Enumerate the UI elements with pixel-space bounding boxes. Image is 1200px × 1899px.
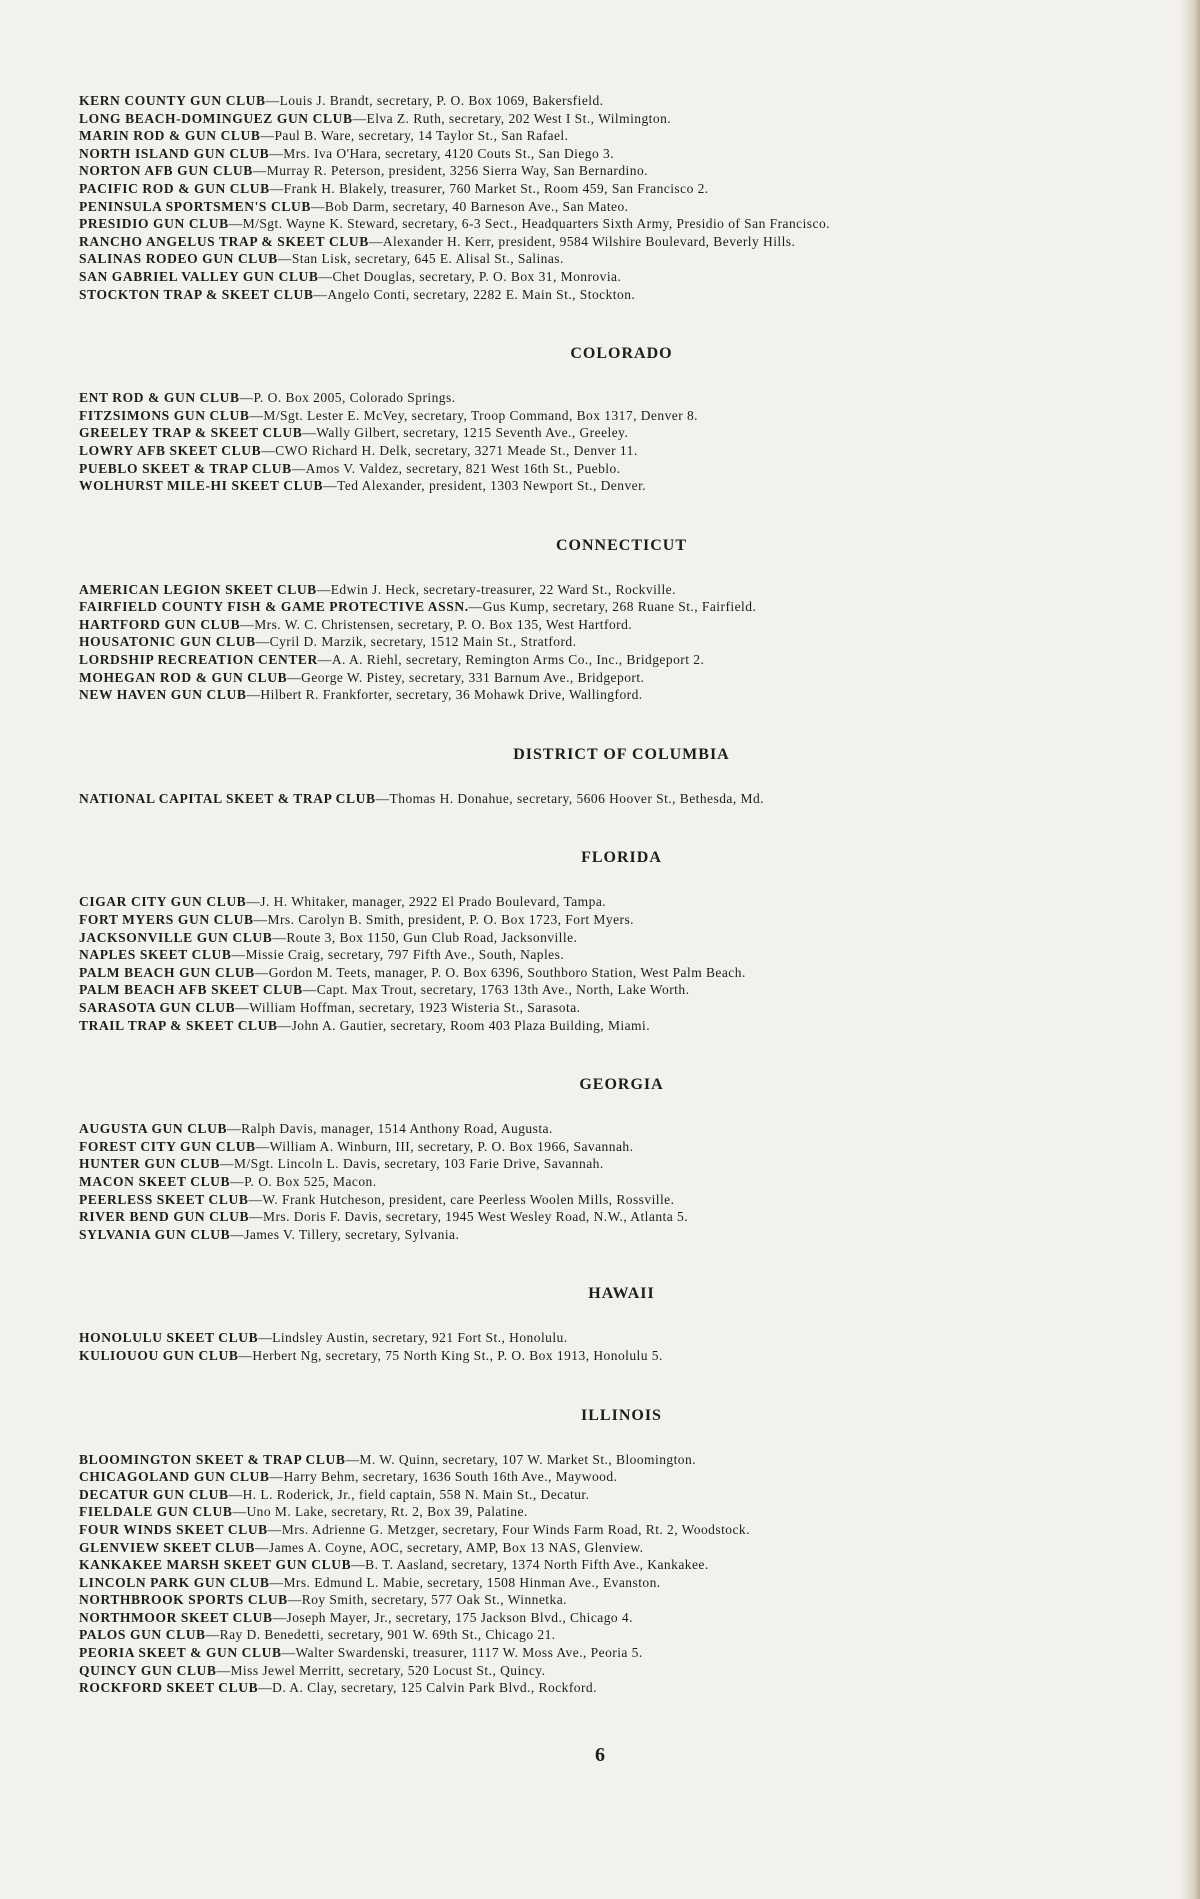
club-details: Harry Behm, secretary, 1636 South 16th Ave., Maywood. xyxy=(283,1469,618,1485)
em-dash-separator: — xyxy=(261,442,276,458)
club-entry xyxy=(79,407,1164,425)
club-name: MARIN ROD & GUN CLUB xyxy=(79,128,261,144)
em-dash-separator: — xyxy=(281,1645,296,1661)
em-dash-separator: — xyxy=(287,1592,302,1608)
club-entry xyxy=(79,286,1164,304)
club-entry xyxy=(79,1173,1164,1191)
club-entry xyxy=(79,633,1164,651)
club-name: PUEBLO SKEET & TRAP CLUB xyxy=(79,460,292,476)
club-details: Stan Lisk, secretary, 645 E. Alisal St., Salinas. xyxy=(291,251,564,267)
state-heading: COLORADO xyxy=(570,345,673,363)
em-dash-separator: — xyxy=(205,1627,220,1643)
club-entry xyxy=(79,1138,1164,1156)
club-name: FOREST CITY GUN CLUB xyxy=(79,1138,256,1154)
club-name: RANCHO ANGELUS TRAP & SKEET CLUB xyxy=(79,233,369,249)
club-details: W. Frank Hutcheson, president, care Peerless Woolen Mills, Rossville. xyxy=(262,1191,675,1207)
state-section xyxy=(79,92,1164,303)
club-details: Chet Douglas, secretary, P. O. Box 31, Monrovia. xyxy=(332,268,622,284)
club-name: LORDSHIP RECREATION CENTER xyxy=(79,652,318,668)
em-dash-separator: — xyxy=(345,1451,360,1467)
club-details: Wally Gilbert, secretary, 1215 Seventh Ave., Greeley. xyxy=(316,425,629,441)
club-entry xyxy=(79,127,1164,145)
club-name: NEW HAVEN GUN CLUB xyxy=(79,687,247,703)
em-dash-separator: — xyxy=(238,1347,253,1363)
club-entry xyxy=(79,686,1164,704)
club-entry xyxy=(79,790,1164,808)
club-name: FOUR WINDS SKEET CLUB xyxy=(79,1521,268,1537)
club-entry xyxy=(79,1539,1164,1557)
em-dash-separator: — xyxy=(272,929,287,945)
club-name: SARASOTA GUN CLUB xyxy=(79,1000,236,1015)
club-details: Roy Smith, secretary, 577 Oak St., Winnetka. xyxy=(301,1592,567,1608)
club-name: CHICAGOLAND GUN CLUB xyxy=(79,1469,270,1485)
club-entry xyxy=(79,1679,1164,1697)
club-details: Lindsley Austin, secretary, 921 Fort St., Honolulu. xyxy=(272,1330,568,1346)
club-entry xyxy=(79,1626,1164,1644)
club-name: TRAIL TRAP & SKEET CLUB xyxy=(79,1017,278,1033)
club-name: AUGUSTA GUN CLUB xyxy=(79,1121,228,1137)
club-entry xyxy=(79,1155,1164,1173)
state-section xyxy=(79,495,1164,704)
club-entry xyxy=(79,1451,1164,1469)
em-dash-separator: — xyxy=(468,599,483,615)
em-dash-separator: — xyxy=(239,390,254,406)
club-details: P. O. Box 525, Macon. xyxy=(244,1173,377,1189)
club-details: Hilbert R. Frankforter, secretary, 36 Mohawk Drive, Wallingford. xyxy=(260,687,643,703)
club-details: M. W. Quinn, secretary, 107 W. Market St., Bloomington. xyxy=(359,1451,697,1467)
club-name: FORT MYERS GUN CLUB xyxy=(79,912,254,928)
em-dash-separator: — xyxy=(269,1574,284,1590)
em-dash-separator: — xyxy=(313,286,328,302)
club-details: Angelo Conti, secretary, 2282 E. Main St., Stockton. xyxy=(327,286,636,302)
club-entry xyxy=(79,598,1164,616)
club-details: Cyril D. Marzik, secretary, 1512 Main St., Stratford. xyxy=(269,634,577,650)
club-entry xyxy=(79,1556,1164,1574)
club-details: M/Sgt. Lincoln L. Davis, secretary, 103 Farie Drive, Savannah. xyxy=(233,1156,604,1172)
em-dash-separator: — xyxy=(269,145,284,161)
em-dash-separator: — xyxy=(228,1486,243,1502)
club-details: James V. Tillery, secretary, Sylvania. xyxy=(244,1226,460,1242)
club-entry xyxy=(79,999,1164,1017)
club-details: Gus Kump, secretary, 268 Ruane St., Fairfield. xyxy=(482,599,757,615)
club-name: SALINAS RODEO GUN CLUB xyxy=(79,251,278,267)
club-entry xyxy=(79,1609,1164,1627)
em-dash-separator: — xyxy=(254,1539,269,1555)
club-entry xyxy=(79,1486,1164,1504)
club-name: GLENVIEW SKEET CLUB xyxy=(79,1539,255,1555)
em-dash-separator: — xyxy=(287,669,302,685)
em-dash-separator: — xyxy=(310,198,325,214)
club-details: A. A. Riehl, secretary, Remington Arms Co., Inc., Bridgeport 2. xyxy=(331,652,705,668)
club-details: Route 3, Box 1150, Gun Club Road, Jacksonville. xyxy=(286,929,578,945)
club-entry xyxy=(79,477,1164,495)
club-details: Alexander H. Kerr, president, 9584 Wilshire Boulevard, Beverly Hills. xyxy=(382,233,796,249)
state-heading: DISTRICT OF COLUMBIA xyxy=(513,745,730,763)
club-entry xyxy=(79,1329,1164,1347)
club-name: DECATUR GUN CLUB xyxy=(79,1486,229,1502)
club-name: HARTFORD GUN CLUB xyxy=(79,616,241,632)
club-details: B. T. Aasland, secretary, 1374 North Fifth Ave., Kankakee. xyxy=(365,1557,709,1573)
club-name: PALM BEACH AFB SKEET CLUB xyxy=(79,982,303,998)
club-details: Ray D. Benedetti, secretary, 901 W. 69th St., Chicago 21. xyxy=(219,1627,556,1643)
club-entry xyxy=(79,893,1164,911)
club-details: William Hoffman, secretary, 1923 Wisteria St., Sarasota. xyxy=(249,1000,581,1015)
em-dash-separator: — xyxy=(260,128,275,144)
club-name: NATIONAL CAPITAL SKEET & TRAP CLUB xyxy=(79,790,376,806)
club-name: NORTHMOOR SKEET CLUB xyxy=(79,1609,273,1625)
club-entry xyxy=(79,669,1164,687)
club-entry xyxy=(79,911,1164,929)
em-dash-separator: — xyxy=(255,1138,270,1154)
club-details: John A. Gautier, secretary, Room 403 Plaza Building, Miami. xyxy=(291,1017,651,1033)
em-dash-separator: — xyxy=(375,790,390,806)
club-details: Mrs. Doris F. Davis, secretary, 1945 West Wesley Road, N.W., Atlanta 5. xyxy=(263,1209,689,1225)
club-entry xyxy=(79,616,1164,634)
state-heading: GEORGIA xyxy=(579,1076,664,1094)
club-name: FITZSIMONS GUN CLUB xyxy=(79,407,250,423)
club-name: SYLVANIA GUN CLUB xyxy=(79,1226,231,1242)
state-section xyxy=(79,704,1164,808)
club-name: JACKSONVILLE GUN CLUB xyxy=(79,929,273,945)
club-name: RIVER BEND GUN CLUB xyxy=(79,1209,250,1225)
club-name: LONG BEACH-DOMINGUEZ GUN CLUB xyxy=(79,110,353,126)
club-name: KULIOUOU GUN CLUB xyxy=(79,1347,239,1363)
club-entry xyxy=(79,1644,1164,1662)
club-entry xyxy=(79,1226,1164,1244)
club-entry xyxy=(79,460,1164,478)
em-dash-separator: — xyxy=(231,947,246,963)
club-name: PALM BEACH GUN CLUB xyxy=(79,964,255,980)
club-details: Mrs. Edmund L. Mabie, secretary, 1508 Hinman Ave., Evanston. xyxy=(283,1574,661,1590)
em-dash-separator: — xyxy=(240,616,255,632)
club-name: FIELDALE GUN CLUB xyxy=(79,1504,233,1520)
club-entry xyxy=(79,1574,1164,1592)
state-section xyxy=(79,807,1164,1034)
club-entry xyxy=(79,946,1164,964)
em-dash-separator: — xyxy=(253,912,268,928)
em-dash-separator: — xyxy=(351,1557,366,1573)
club-entry xyxy=(79,964,1164,982)
club-details: M/Sgt. Lester E. McVey, secretary, Troop Command, Box 1317, Denver 8. xyxy=(263,407,699,423)
em-dash-separator: — xyxy=(265,93,280,108)
club-details: Ralph Davis, manager, 1514 Anthony Road, Augusta. xyxy=(241,1121,553,1137)
em-dash-separator: — xyxy=(352,110,367,126)
club-details: Amos V. Valdez, secretary, 821 West 16th St., Pueblo. xyxy=(305,460,621,476)
club-name: NORTHBROOK SPORTS CLUB xyxy=(79,1592,288,1608)
club-details: Bob Darm, secretary, 40 Barneson Ave., San Mateo. xyxy=(324,198,629,214)
club-details: Mrs. Adrienne G. Metzger, secretary, Four Winds Farm Road, Rt. 2, Woodstock. xyxy=(281,1521,750,1537)
em-dash-separator: — xyxy=(258,1330,273,1346)
club-entry xyxy=(79,198,1164,216)
club-details: CWO Richard H. Delk, secretary, 3271 Meade St., Denver 11. xyxy=(275,442,638,458)
club-name: GREELEY TRAP & SKEET CLUB xyxy=(79,425,303,441)
club-name: NAPLES SKEET CLUB xyxy=(79,947,232,963)
state-section xyxy=(79,1243,1164,1364)
club-details: D. A. Clay, secretary, 125 Calvin Park Blvd., Rockford. xyxy=(272,1680,597,1696)
club-name: NORTH ISLAND GUN CLUB xyxy=(79,145,270,161)
club-name: AMERICAN LEGION SKEET CLUB xyxy=(79,581,317,597)
state-heading: ILLINOIS xyxy=(581,1406,662,1424)
club-name: LINCOLN PARK GUN CLUB xyxy=(79,1574,270,1590)
em-dash-separator: — xyxy=(235,1000,250,1015)
club-details: Uno M. Lake, secretary, Rt. 2, Box 39, Palatine. xyxy=(246,1504,528,1520)
em-dash-separator: — xyxy=(216,1662,231,1678)
club-name: QUINCY GUN CLUB xyxy=(79,1662,217,1678)
club-name: PACIFIC ROD & GUN CLUB xyxy=(79,180,270,196)
club-name: PEERLESS SKEET CLUB xyxy=(79,1191,249,1207)
club-entry xyxy=(79,215,1164,233)
club-details: Thomas H. Donahue, secretary, 5606 Hoover St., Bethesda, Md. xyxy=(389,790,764,806)
club-name: FAIRFIELD COUNTY FISH & GAME PROTECTIVE ASSN. xyxy=(79,599,469,615)
em-dash-separator: — xyxy=(249,1209,263,1225)
em-dash-separator: — xyxy=(316,581,331,597)
club-entry xyxy=(79,1591,1164,1609)
club-name: ROCKFORD SKEET CLUB xyxy=(79,1680,259,1696)
state-section xyxy=(79,303,1164,495)
club-name: PRESIDIO GUN CLUB xyxy=(79,216,229,232)
club-entry xyxy=(79,1191,1164,1209)
club-entry xyxy=(79,180,1164,198)
club-entry xyxy=(79,1208,1164,1226)
club-name: MOHEGAN ROD & GUN CLUB xyxy=(79,669,288,685)
club-entry xyxy=(79,268,1164,286)
club-name: PEORIA SKEET & GUN CLUB xyxy=(79,1645,282,1661)
club-entry xyxy=(79,389,1164,407)
em-dash-separator: — xyxy=(230,1173,245,1189)
state-heading: HAWAII xyxy=(588,1285,655,1303)
em-dash-separator: — xyxy=(258,1680,273,1696)
club-details: Walter Swardenski, treasurer, 1117 W. Moss Ave., Peoria 5. xyxy=(295,1645,643,1661)
club-entry xyxy=(79,250,1164,268)
club-entry xyxy=(79,424,1164,442)
club-details: Elva Z. Ruth, secretary, 202 West I St., Wilmington. xyxy=(366,110,672,126)
club-name: NORTON AFB GUN CLUB xyxy=(79,163,253,179)
em-dash-separator: — xyxy=(246,687,261,703)
state-section xyxy=(79,1034,1164,1243)
club-name: STOCKTON TRAP & SKEET CLUB xyxy=(79,286,314,302)
em-dash-separator: — xyxy=(291,460,306,476)
club-name: ENT ROD & GUN CLUB xyxy=(79,390,240,406)
em-dash-separator: — xyxy=(232,1504,247,1520)
club-entry xyxy=(79,929,1164,947)
em-dash-separator: — xyxy=(318,268,333,284)
club-details: Murray R. Peterson, president, 3256 Sierra Way, San Bernardino. xyxy=(266,163,648,179)
club-name: BLOOMINGTON SKEET & TRAP CLUB xyxy=(79,1451,346,1467)
em-dash-separator: — xyxy=(267,1521,282,1537)
club-details: George W. Pistey, secretary, 331 Barnum Ave., Bridgeport. xyxy=(301,669,645,685)
club-details: Frank H. Blakely, treasurer, 760 Market St., Room 459, San Francisco 2. xyxy=(283,180,709,196)
club-entry xyxy=(79,1468,1164,1486)
club-details: Herbert Ng, secretary, 75 North King St., P. O. Box 1913, Honolulu 5. xyxy=(252,1347,663,1363)
club-name: HUNTER GUN CLUB xyxy=(79,1156,221,1172)
club-name: HOUSATONIC GUN CLUB xyxy=(79,634,256,650)
club-entry xyxy=(79,1503,1164,1521)
club-entry xyxy=(79,233,1164,251)
em-dash-separator: — xyxy=(317,652,332,668)
em-dash-separator: — xyxy=(252,163,267,179)
club-entry xyxy=(79,1662,1164,1680)
page-number: 6 xyxy=(595,1744,605,1766)
club-details: Ted Alexander, president, 1303 Newport St., Denver. xyxy=(337,478,647,494)
club-details: Edwin J. Heck, secretary-treasurer, 22 Ward St., Rockville. xyxy=(330,581,676,597)
em-dash-separator: — xyxy=(272,1609,287,1625)
club-name: LOWRY AFB SKEET CLUB xyxy=(79,442,262,458)
club-details: Joseph Mayer, Jr., secretary, 175 Jackson Blvd., Chicago 4. xyxy=(286,1609,633,1625)
directory-page xyxy=(79,92,1164,1697)
club-name: HONOLULU SKEET CLUB xyxy=(79,1330,259,1346)
club-details: Capt. Max Trout, secretary, 1763 13th Ave., North, Lake Worth. xyxy=(316,982,690,998)
state-heading: CONNECTICUT xyxy=(555,536,687,554)
club-name: CIGAR CITY GUN CLUB xyxy=(79,894,247,910)
club-entry xyxy=(79,1120,1164,1138)
club-name: KERN COUNTY GUN CLUB xyxy=(79,93,266,108)
club-entry xyxy=(79,110,1164,128)
club-details: James A. Coyne, AOC, secretary, AMP, Box 13 NAS, Glenview. xyxy=(268,1539,644,1555)
club-details: Mrs. Carolyn B. Smith, president, P. O. Box 1723, Fort Myers. xyxy=(267,912,634,928)
club-entry xyxy=(79,442,1164,460)
em-dash-separator: — xyxy=(277,1017,292,1033)
club-details: J. H. Whitaker, manager, 2922 El Prado Boulevard, Tampa. xyxy=(260,894,607,910)
club-details: William A. Winburn, III, secretary, P. O. Box 1966, Savannah. xyxy=(269,1138,634,1154)
club-entry xyxy=(79,651,1164,669)
em-dash-separator: — xyxy=(220,1156,234,1172)
em-dash-separator: — xyxy=(323,478,338,494)
club-name: KANKAKEE MARSH SKEET GUN CLUB xyxy=(79,1557,352,1573)
club-entry xyxy=(79,1347,1164,1365)
club-entry xyxy=(79,981,1164,999)
em-dash-separator: — xyxy=(246,894,261,910)
em-dash-separator: — xyxy=(248,1191,263,1207)
em-dash-separator: — xyxy=(368,233,383,249)
em-dash-separator: — xyxy=(269,1469,284,1485)
club-name: PALOS GUN CLUB xyxy=(79,1627,206,1643)
em-dash-separator: — xyxy=(249,407,264,423)
club-entry xyxy=(79,162,1164,180)
club-details: Gordon M. Teets, manager, P. O. Box 6396, Southboro Station, West Palm Beach. xyxy=(268,964,746,980)
em-dash-separator: — xyxy=(302,982,317,998)
em-dash-separator: — xyxy=(228,216,243,232)
club-entry xyxy=(79,92,1164,110)
club-details: Mrs. Iva O'Hara, secretary, 4120 Couts St., San Diego 3. xyxy=(283,145,615,161)
club-details: H. L. Roderick, Jr., field captain, 558 N. Main St., Decatur. xyxy=(242,1486,590,1502)
club-details: P. O. Box 2005, Colorado Springs. xyxy=(253,390,456,406)
club-details: Missie Craig, secretary, 797 Fifth Ave., South, Naples. xyxy=(245,947,565,963)
club-details: Paul B. Ware, secretary, 14 Taylor St., San Rafael. xyxy=(274,128,569,144)
club-details: Mrs. W. C. Christensen, secretary, P. O. Box 135, West Hartford. xyxy=(254,616,633,632)
club-entry xyxy=(79,1017,1164,1035)
club-name: SAN GABRIEL VALLEY GUN CLUB xyxy=(79,268,319,284)
state-section xyxy=(79,1365,1164,1697)
em-dash-separator: — xyxy=(254,964,269,980)
em-dash-separator: — xyxy=(277,251,292,267)
club-name: PENINSULA SPORTSMEN'S CLUB xyxy=(79,198,311,214)
em-dash-separator: — xyxy=(227,1121,242,1137)
em-dash-separator: — xyxy=(255,634,270,650)
club-entry xyxy=(79,581,1164,599)
club-name: WOLHURST MILE-HI SKEET CLUB xyxy=(79,478,324,494)
state-heading: FLORIDA xyxy=(581,849,662,867)
em-dash-separator: — xyxy=(269,180,284,196)
club-name: MACON SKEET CLUB xyxy=(79,1173,231,1189)
club-details: Louis J. Brandt, secretary, P. O. Box 1069, Bakersfield. xyxy=(279,93,604,108)
page-edge-shadow xyxy=(1180,0,1200,1899)
club-entry xyxy=(79,145,1164,163)
em-dash-separator: — xyxy=(302,425,317,441)
club-details: Miss Jewel Merritt, secretary, 520 Locust St., Quincy. xyxy=(230,1662,546,1678)
club-entry xyxy=(79,1521,1164,1539)
em-dash-separator: — xyxy=(230,1226,245,1242)
club-details: M/Sgt. Wayne K. Steward, secretary, 6-3 Sect., Headquarters Sixth Army, Presidio of San Francisco. xyxy=(242,216,830,232)
